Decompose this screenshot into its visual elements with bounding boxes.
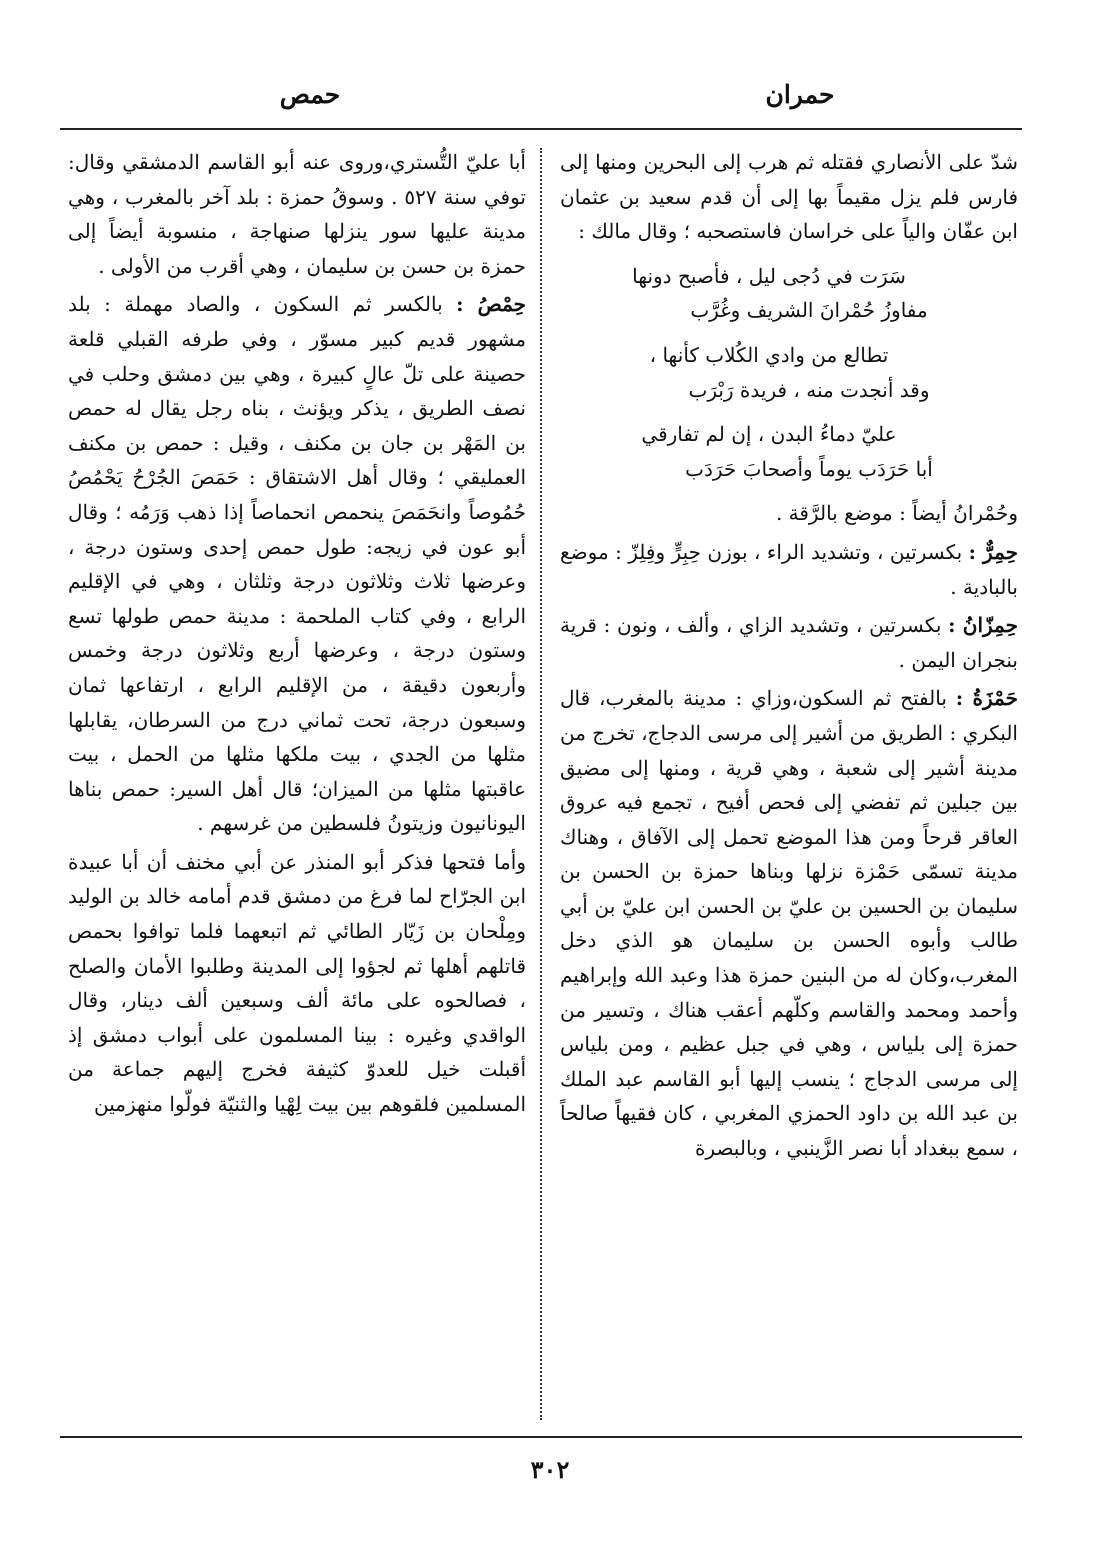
headword-hims: حِمْصُ : xyxy=(456,292,526,317)
entry-himizzan xyxy=(560,608,1018,677)
entry-hamza xyxy=(560,681,1018,1165)
left-paragraph-1: أبا عليّ التُّستري،وروى عنه أبو القاسم الدمشقي وقال: توفي سنة ٥٢٧ . وسوقُ حمزة : بلد آخر بالمغرب ، وهي مدينة عليها سور ينزلها صنهاجة ، منسوبة أيضاً إلى حمزة بن حسن بن سليمان ، وهي أقرب من الأولى . xyxy=(68,150,526,278)
verse-1-line-1: سَرَت في دُجى ليل ، فأصبح دونها xyxy=(632,263,906,288)
column-divider xyxy=(540,148,544,1420)
headword-himizzan: حِمِزّانُ : xyxy=(948,613,1018,638)
verse-2 xyxy=(560,338,1018,407)
entry-hims xyxy=(68,287,526,841)
running-header-left: حمص xyxy=(279,80,341,109)
headword-hamza: حَمْزَةُ : xyxy=(955,686,1018,711)
entry-hims-text: بالكسر ثم السكون ، والصاد مهملة : بلد مشهور قديم كبير مسوّر ، وفي طرفه القبلي قلعة حصينة على تلّ عالٍ كبيرة ، وهي بين دمشق وحلب في نصف الطريق ، يذكر ويؤنث ، بناه رجل يقال له حمص بن المَهْر بن جان بن مكنف ، وقيل : حمص بن مكنف العمليقي ؛ وقال أهل الاشتقاق : حَمَصَ الجُرْحُ يَحْمُصُ حُمُوصاً وانحَمَصَ ينحمص انحماصاً إذا ذهب وَرَمُه ؛ وقال أبو عون في زيجه: طول حمص إحدى وستون درجة ، وعرضها ثلاث وثلاثون درجة وثلثان ، وهي في الإقليم الرابع ، وفي كتاب الملحمة : مدينة حمص طولها تسع وستون درجة ، وعرضها أربع وثلاثون درجة وخمس وأربعون دقيقة ، من الإقليم الرابع ، ارتفاعها ثمان وسبعون درجة، تحت ثماني درج من السرطان، يقابلها مثلها من الجدي ، بيت ملكها مثلها من الحمل ، بيت عاقبتها مثلها من الميزان؛ قال أهل السير: حمص بناها اليونانيون وزيتونُ فلسطين من غرسهم . xyxy=(68,292,526,836)
footer-rule xyxy=(60,1436,1022,1438)
right-paragraph-1: شدّ على الأنصاري فقتله ثم هرب إلى البحرين ومنها إلى فارس فلم يزل مقيماً بها إلى أن قدم سعيد بن عثمان ابن عفّان والياً على خراسان فاستصحبه ؛ وقال مالك : xyxy=(560,150,1018,244)
verse-3-line-2: أبا حَرَدَب يوماً وأصحابَ حَرَدَب xyxy=(685,456,933,481)
entry-himirr-text: بكسرتين ، وتشديد الراء ، بوزن حِبِرٍّ وفِلِزّ : موضع بالبادية . xyxy=(560,539,1018,599)
entry-himirr xyxy=(560,535,1018,604)
verse-3 xyxy=(560,417,1018,486)
running-header-right: حمران xyxy=(765,80,835,109)
right-column xyxy=(560,145,1018,1170)
verse-2-line-1: تطالع من وادي الكُلاب كأنها ، xyxy=(649,342,889,367)
right-paragraph-2: وحُمْرانُ أيضاً : موضع بالرَّقة . xyxy=(775,501,1018,526)
left-paragraph-2: وأما فتحها فذكر أبو المنذر عن أبي مخنف أن أبا عبيدة ابن الجرّاح لما فرغ من دمشق قدم أمامه خالد بن الوليد ومِلْحان بن زَيّار الطائي ثم اتبعهما فلما توافوا بحمص قاتلهم أهلها ثم لجؤوا إلى المدينة وطلبوا الأمان والصلح ، فصالحوه على مائة ألف وسبعين ألف دينار، وقال الواقدي وغيره : بينا المسلمون على أبواب دمشق إذ أقبلت خيل للعدوّ كثيفة فخرج إليهم جماعة من المسلمين فلقوهم بين بيت لِهْيا والثنيّة فولّوا منهزمين xyxy=(68,849,526,1117)
verse-3-line-1: عليّ دماءُ البدن ، إن لم تفارقي xyxy=(641,422,897,447)
page-number: ٣٠٢ xyxy=(530,1455,570,1484)
verse-1 xyxy=(560,259,1018,328)
headword-himirr: حِمِرٌّ : xyxy=(968,539,1018,564)
entry-hamza-text: بالفتح ثم السكون،وزاي : مدينة بالمغرب، قال البكري : الطريق من أشير إلى مرسى الدجاج، تخرج من مدينة أشير إلى شعبة ، وهي قرية ، ومنها إلى مضيق بين جبلين ثم تفضي إلى فحص أفيح ، تجمع فيه عروق العاقر قرحاً ومن هذا الموضع تحمل إلى الآفاق ، وهناك مدينة تسمّى حَمْزة نزلها وبناها حمزة بن الحسن بن سليمان بن الحسين بن عليّ بن الحسن ابن عليّ بن أبي طالب وأبوه الحسن بن سليمان هو الذي دخل المغرب،وكان له من البنين حمزة هذا وعبد الله وإبراهيم وأحمد ومحمد والقاسم وكلّهم أعقب هناك ، وتسير من حمزة إلى بلياس ، وهي في جبل عظيم ، ومن بلياس إلى مرسى الدجاج ؛ ينسب إليها أبو القاسم عبد الملك بن عبد الله بن داود الحمزي المغربي ، كان فقيهاً صالحاً ، سمع ببغداد أبا نصر الزَّينبي ، وبالبصرة xyxy=(560,686,1018,1161)
header-rule xyxy=(60,128,1022,130)
entry-himizzan-text: بكسرتين ، وتشديد الزاي ، وألف ، ونون : قرية بنجران اليمن . xyxy=(560,613,1018,672)
left-column xyxy=(68,145,526,1126)
verse-1-line-2: مفاوزُ حُمْرانَ الشريف وغُرَّب xyxy=(690,298,928,323)
verse-2-line-2: وقد أنجدت منه ، فريدة رَبْرَب xyxy=(688,377,930,402)
